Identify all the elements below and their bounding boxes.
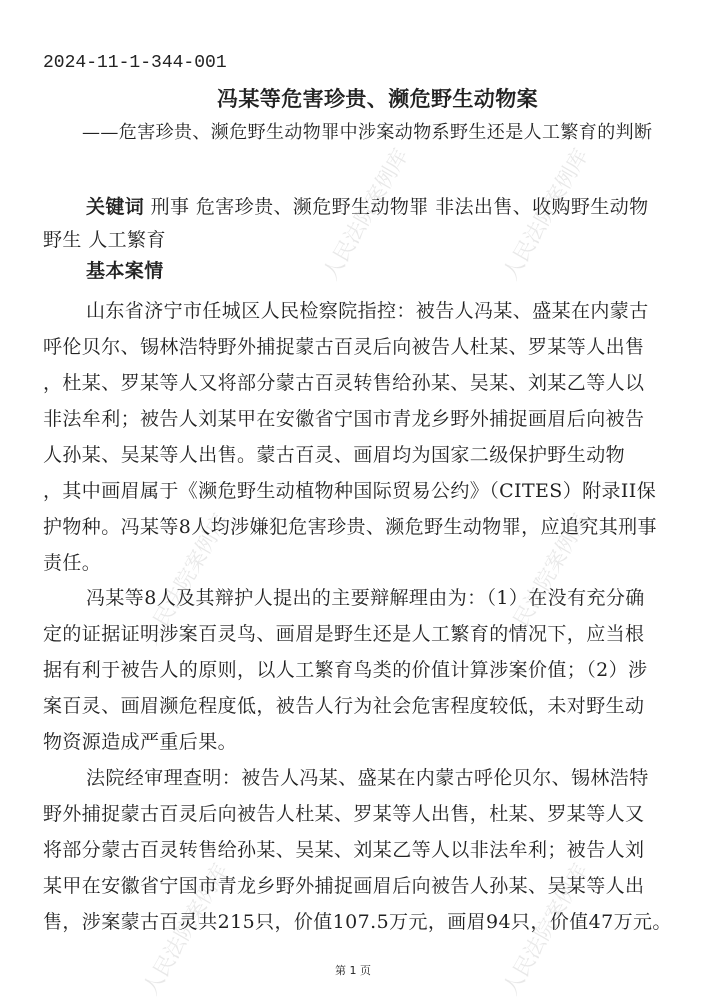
- watermark: 人民法院案例库: [498, 509, 593, 649]
- paragraph-line: 法院经审理查明：被告人冯某、盛某在内蒙古呼伦贝尔、锡林浩特: [86, 767, 649, 789]
- paragraph-line: 山东省济宁市任城区人民检察院指控：被告人冯某、盛某在内蒙古: [86, 300, 649, 322]
- paragraph-line: 将部分蒙古百灵转售给孙某、吴某、刘某乙等人以非法牟利；被告人刘: [43, 839, 645, 861]
- paragraph-line: 非法牟利；被告人刘某甲在安徽省宁国市青龙乡野外捕捉画眉后向被告: [43, 408, 645, 430]
- paragraph-line: 呼伦贝尔、锡林浩特野外捕捉蒙古百灵后向被告人杜某、罗某等人出售: [43, 336, 645, 358]
- keywords-text: 刑事 危害珍贵、濒危野生动物罪 非法出售、收购野生动物: [144, 196, 649, 218]
- paragraph-line: 护物种。冯某等8人均涉嫌犯危害珍贵、濒危野生动物罪，应追究其刑事: [43, 516, 657, 538]
- paragraph-line: 定的证据证明涉案百灵鸟、画眉是野生还是人工繁育的情况下，应当根: [43, 623, 645, 645]
- page-title: 冯某等危害珍贵、濒危野生动物案: [217, 87, 538, 111]
- watermark: 人民法院案例库: [498, 859, 593, 999]
- paragraph-line: 人孙某、吴某等人出售。蒙古百灵、画眉均为国家二级保护野生动物: [43, 444, 626, 466]
- section-heading: 基本案情: [86, 260, 164, 282]
- case-number: 2024-11-1-344-001: [43, 53, 227, 73]
- paragraph-line: 野外捕捉蒙古百灵后向被告人杜某、罗某等人出售，杜某、罗某等人又: [43, 803, 645, 825]
- keywords-label: 关键词: [86, 196, 145, 218]
- page-subtitle: ——危害珍贵、濒危野生动物罪中涉案动物系野生还是人工繁育的判断: [82, 122, 653, 143]
- paragraph-line: ，杜某、罗某等人又将部分蒙古百灵转售给孙某、吴某、刘某乙等人以: [43, 372, 645, 394]
- watermark: 人民法院案例库: [138, 509, 233, 649]
- paragraph-line: 物资源造成严重后果。: [43, 731, 238, 753]
- paragraph-line: 售，涉案蒙古百灵共215只，价值107.5万元，画眉94只，价值47万元。: [43, 911, 672, 933]
- keywords-line-2: 野生 人工繁育: [43, 229, 166, 251]
- paragraph-line: 案百灵、画眉濒危程度低，被告人行为社会危害程度较低，未对野生动: [43, 695, 645, 717]
- keywords-line-1: [86, 195, 649, 219]
- watermark: 人民法院案例库: [138, 859, 233, 999]
- paragraph-line: 据有利于被告人的原则，以人工繁育鸟类的价值计算涉案价值；（2）涉: [43, 659, 648, 681]
- paragraph-line: ，其中画眉属于《濒危野生动植物种国际贸易公约》（CITES）附录II保: [43, 480, 657, 502]
- page-number: 第 1 页: [335, 964, 371, 977]
- paragraph-line: 冯某等8人及其辩护人提出的主要辩解理由为：（1）在没有充分确: [86, 587, 645, 609]
- watermark: 人民法院案例库: [498, 144, 593, 284]
- watermark: 人民法院案例库: [318, 144, 413, 284]
- paragraph-line: 责任。: [43, 552, 102, 574]
- paragraph-line: 某甲在安徽省宁国市青龙乡野外捕捉画眉后向被告人孙某、吴某等人出: [43, 875, 645, 897]
